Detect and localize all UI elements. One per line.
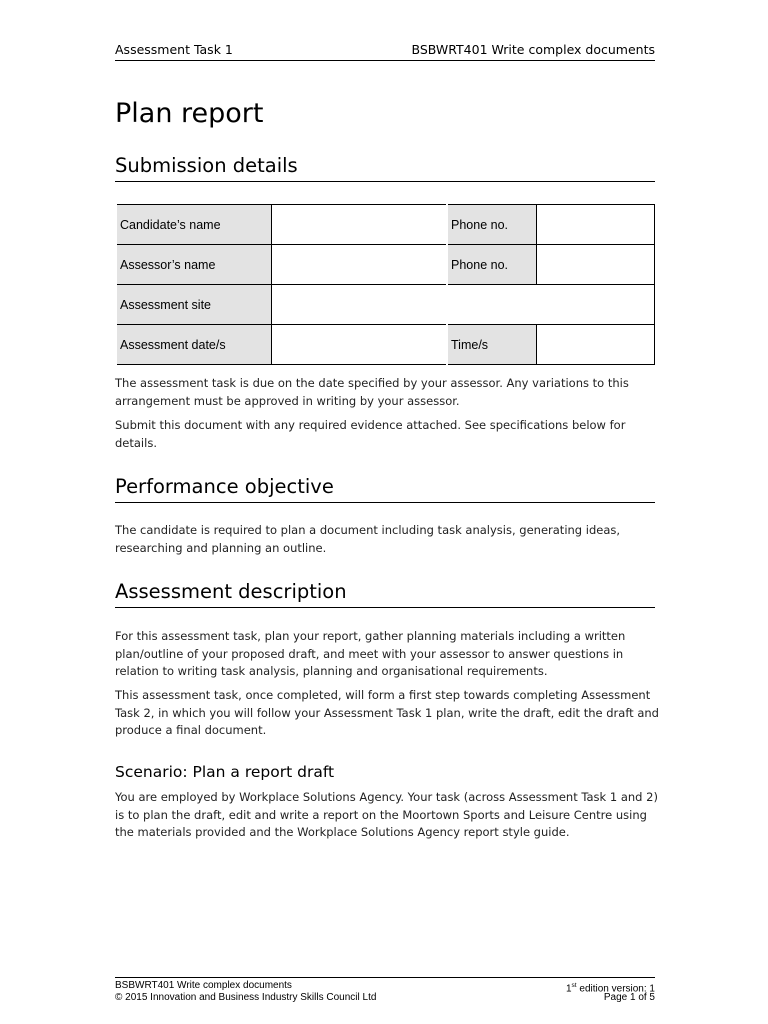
header-unit: BSBWRT401 Write complex documents	[411, 42, 655, 57]
footer-edition: 1st edition version: 1	[565, 982, 655, 995]
table-row	[116, 285, 654, 325]
due-date-paragraph: The assessment task is due on the date specified by your assessor. Any variations to this arrangement must be approved in writing by your assessor.	[115, 376, 629, 408]
footer-unit: BSBWRT401 Write complex documents	[115, 980, 292, 991]
time-field[interactable]	[536, 325, 654, 365]
page-header	[115, 42, 655, 61]
submit-paragraph: Submit this document with any required evidence attached. See specifications below for details.	[115, 418, 626, 450]
time-label: Time/s	[447, 325, 536, 365]
scenario-paragraph: You are employed by Workplace Solutions Agency. Your task (across Assessment Task 1 and 2) is to plan the draft, edit and write a report on the Moortown Sports and Leisure Centre using the materials provided and the Workplace Solutions Agency report style guide.	[115, 790, 658, 839]
assessment-site-label: Assessment site	[116, 285, 271, 325]
assessor-phone-label: Phone no.	[447, 245, 536, 285]
table-row	[116, 245, 654, 285]
footer-copyright: © 2015 Innovation and Business Industry Skills Council Ltd	[115, 992, 377, 1003]
header-task: Assessment Task 1	[115, 42, 233, 57]
table-row	[116, 325, 654, 365]
assessor-name-label: Assessor’s name	[116, 245, 271, 285]
candidate-phone-field[interactable]	[536, 205, 654, 245]
candidate-phone-label: Phone no.	[447, 205, 536, 245]
assessment-date-label: Assessment date/s	[116, 325, 271, 365]
assessment-site-field[interactable]	[271, 285, 654, 325]
description-heading: Assessment description	[115, 579, 655, 608]
submission-table	[115, 204, 655, 365]
page-title: Plan report	[115, 98, 264, 129]
assessor-name-field[interactable]	[271, 245, 447, 285]
scenario-heading: Scenario: Plan a report draft	[115, 763, 335, 781]
performance-paragraph: The candidate is required to plan a document including task analysis, generating ideas, researching and planning an outline.	[115, 523, 621, 555]
candidate-name-label: Candidate’s name	[116, 205, 271, 245]
assessor-phone-field[interactable]	[536, 245, 654, 285]
assessment-date-field[interactable]	[271, 325, 447, 365]
description-paragraph-2: This assessment task, once completed, will form a first step towards completing Assessment Task 2, in which you will follow your Assessment Task 1 plan, write the draft, edit the draft and produce a final document.	[115, 688, 659, 737]
page-footer	[115, 977, 655, 1004]
table-row	[116, 205, 654, 245]
candidate-name-field[interactable]	[271, 205, 447, 245]
description-paragraph-1: For this assessment task, plan your report, gather planning materials including a written plan/outline of your proposed draft, and meet with your assessor to answer questions in relation to writing task analysis, planning and organisational requirements.	[115, 629, 626, 678]
performance-heading: Performance objective	[115, 474, 655, 503]
footer-page-number: Page 1 of 5	[603, 992, 655, 1003]
submission-heading: Submission details	[115, 153, 655, 182]
